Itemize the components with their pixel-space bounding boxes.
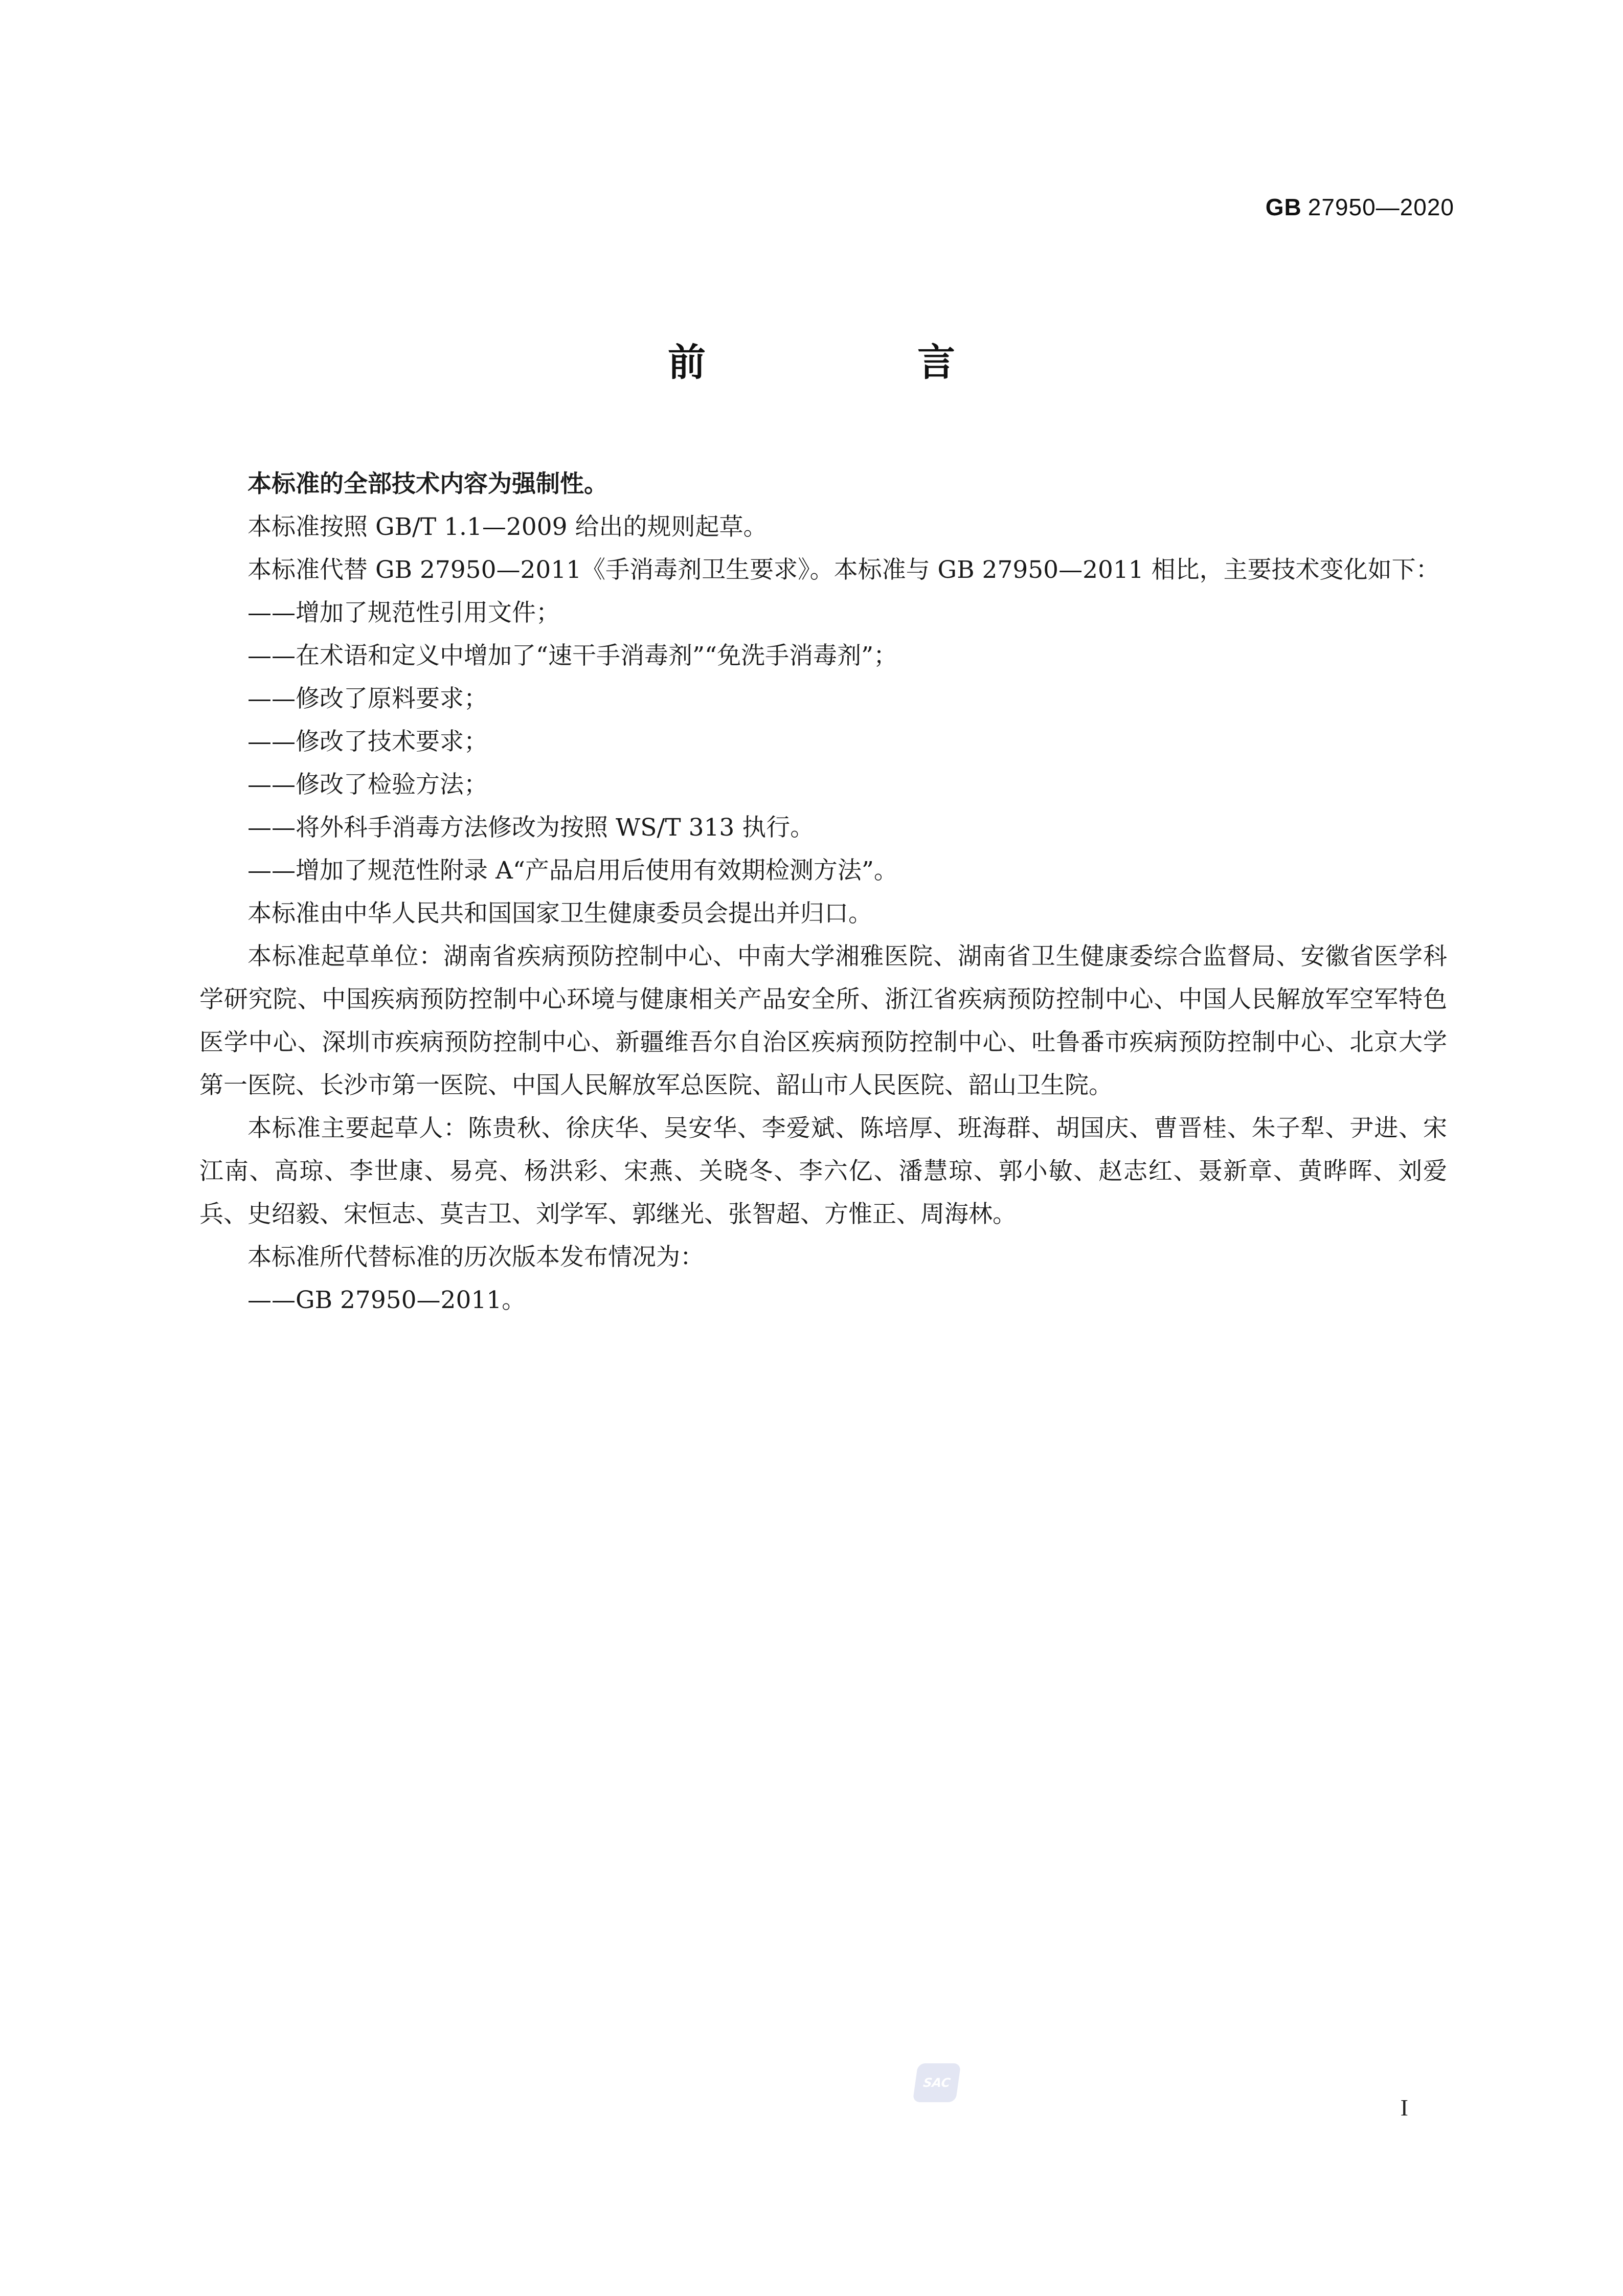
standard-prefix: GB xyxy=(1265,194,1302,220)
change-item: ——修改了原料要求； xyxy=(247,685,488,713)
paragraph-drafting-rules: 本标准按照 GB/T 1.1—2009 给出的规则起草。 xyxy=(247,513,768,541)
page-number: I xyxy=(1400,2095,1408,2121)
change-item: ——增加了规范性引用文件； xyxy=(247,599,560,627)
document-body xyxy=(199,463,1447,1322)
change-item: ——修改了技术要求； xyxy=(247,728,488,756)
sac-watermark-logo: SAC xyxy=(913,2063,961,2102)
change-item: ——增加了规范性附录 A“产品启用后使用有效期检测方法”。 xyxy=(247,857,898,885)
paragraph-proposer: 本标准由中华人民共和国国家卫生健康委员会提出并归口。 xyxy=(247,899,872,928)
version-item: ——GB 27950—2011。 xyxy=(247,1286,526,1314)
standard-code xyxy=(1266,193,1454,221)
paragraph-mandatory: 本标准的全部技术内容为强制性。 xyxy=(247,470,608,498)
paragraph-version-history: 本标准所代替标准的历次版本发布情况为： xyxy=(247,1243,704,1271)
page-title: 前 言 xyxy=(668,341,1042,385)
change-item: ——在术语和定义中增加了“速干手消毒剂”“免洗手消毒剂”； xyxy=(247,642,898,670)
paragraph-drafting-units: 本标准起草单位：湖南省疾病预防控制中心、中南大学湘雅医院、湖南省卫生健康委综合监督局、安徽省医学科学研究院、中国疾病预防控制中心环境与健康相关产品安全所、浙江省疾病预防控制中心、中国人民解放军空军特色医学中心、深圳市疾病预防控制中心、新疆维吾尔自治区疾病预防控制中心、吐鲁番市疾病预防控制中心、北京大学第一医院、长沙市第一医院、中国人民解放军总医院、韶山市人民医院、韶山卫生院。 xyxy=(199,942,1447,1099)
change-item: ——修改了检验方法； xyxy=(247,771,488,799)
change-item: ——将外科手消毒方法修改为按照 WS/T 313 执行。 xyxy=(247,814,815,842)
paragraph-drafters: 本标准主要起草人：陈贵秋、徐庆华、吴安华、李爱斌、陈培厚、班海群、胡国庆、曹晋桂、朱子犁、尹进、宋江南、高琼、李世康、易亮、杨洪彩、宋燕、关晓冬、李六亿、潘慧琼、郭小敏、赵志红、聂新章、黄晔晖、刘爱兵、史绍毅、宋恒志、莫吉卫、刘学军、郭继光、张智超、方惟正、周海林。 xyxy=(199,1114,1447,1228)
standard-number: 27950—2020 xyxy=(1308,194,1454,220)
paragraph-replacement: 本标准代替 GB 27950—2011《手消毒剂卫生要求》。本标准与 GB 27950—2011 相比，主要技术变化如下： xyxy=(247,556,1440,584)
